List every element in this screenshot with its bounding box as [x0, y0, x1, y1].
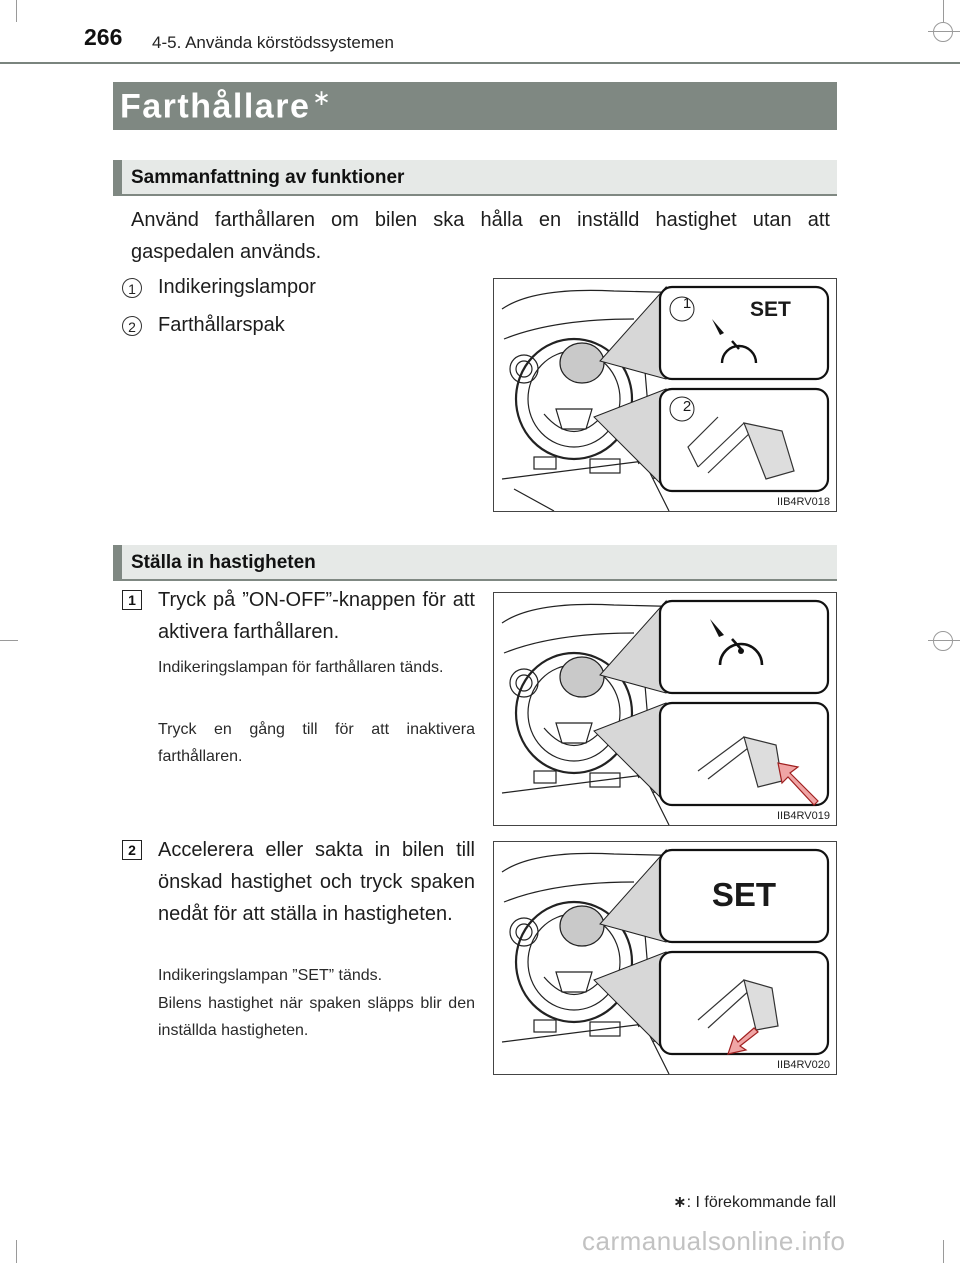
step-1-text: Tryck på ”ON-OFF”-knappen för att aktivera farthållaren.: [158, 589, 475, 643]
section-heading-set-speed: [113, 545, 837, 581]
callout-number-1: 1: [682, 295, 692, 312]
step-2-text: Accelerera eller sakta in bilen till önskad hastighet och tryck spaken nedåt för att ställa in hastigheten.: [158, 839, 475, 925]
set-indicator-large-text: SET: [711, 876, 777, 913]
item-label-indicators: Indikeringslampor: [158, 276, 316, 298]
footnote: [600, 1192, 836, 1212]
footnote-marker: ∗: [673, 1194, 687, 1211]
crop-mark-top-right: [943, 0, 944, 22]
title-footnote-marker: ∗: [312, 85, 333, 110]
figure-code: IIB4RV020: [776, 1059, 830, 1071]
figure-overview: [493, 278, 837, 512]
page-title-text: Farthållare: [120, 87, 311, 126]
page-title: [120, 85, 332, 126]
intro-paragraph: Använd farthållaren om bilen ska hålla en inställd hastighet utan att gaspedalen används.: [131, 209, 830, 263]
crop-mark-top-left: [16, 0, 17, 22]
figure-code: IIB4RV019: [776, 810, 830, 822]
figure-step-1: [493, 592, 837, 826]
section-marker: [113, 545, 122, 579]
registration-mark-mid: [933, 631, 953, 651]
cruise-indicator-callout: [658, 599, 830, 695]
crop-mark-left-mid: [0, 640, 18, 641]
page-number: 266: [84, 24, 123, 50]
lever-down-callout: [658, 950, 830, 1056]
step-2-note-2: Bilens hastighet när spaken släpps blir den inställda hastigheten.: [158, 995, 475, 1039]
footnote-text: : I förekommande fall: [686, 1194, 836, 1211]
section-heading-text: Ställa in hastigheten: [131, 552, 316, 573]
registration-mark-top: [933, 22, 953, 42]
figure-step-2: [493, 841, 837, 1075]
item-number-1: 1: [122, 278, 142, 298]
figure-code: IIB4RV018: [776, 496, 830, 508]
lever-press-callout: [658, 701, 830, 807]
step-2-note-1: Indikeringslampan ”SET” tänds.: [158, 967, 383, 984]
set-indicator-text: SET: [750, 298, 791, 321]
item-label-lever: Farthållarspak: [158, 314, 285, 336]
crop-mark-bottom-right: [943, 1240, 944, 1263]
section-marker: [113, 160, 122, 194]
section-heading-text: Sammanfattning av funktioner: [131, 167, 405, 188]
section-heading-summary: [113, 160, 837, 196]
watermark: carmanualsonline.info: [582, 1226, 846, 1256]
step-1-note-2: Tryck en gång till för att inaktivera farthållaren.: [158, 721, 475, 765]
chapter-heading: 4-5. Använda körstödssystemen: [152, 33, 394, 52]
crop-mark-bottom-left: [16, 1240, 17, 1263]
header-rule: [0, 62, 960, 64]
step-1-note-1: Indikeringslampan för farthållaren tänds.: [158, 659, 444, 676]
step-number-2: 2: [122, 840, 142, 860]
step-number-1: 1: [122, 590, 142, 610]
item-number-2: 2: [122, 316, 142, 336]
callout-number-2: 2: [682, 398, 692, 415]
